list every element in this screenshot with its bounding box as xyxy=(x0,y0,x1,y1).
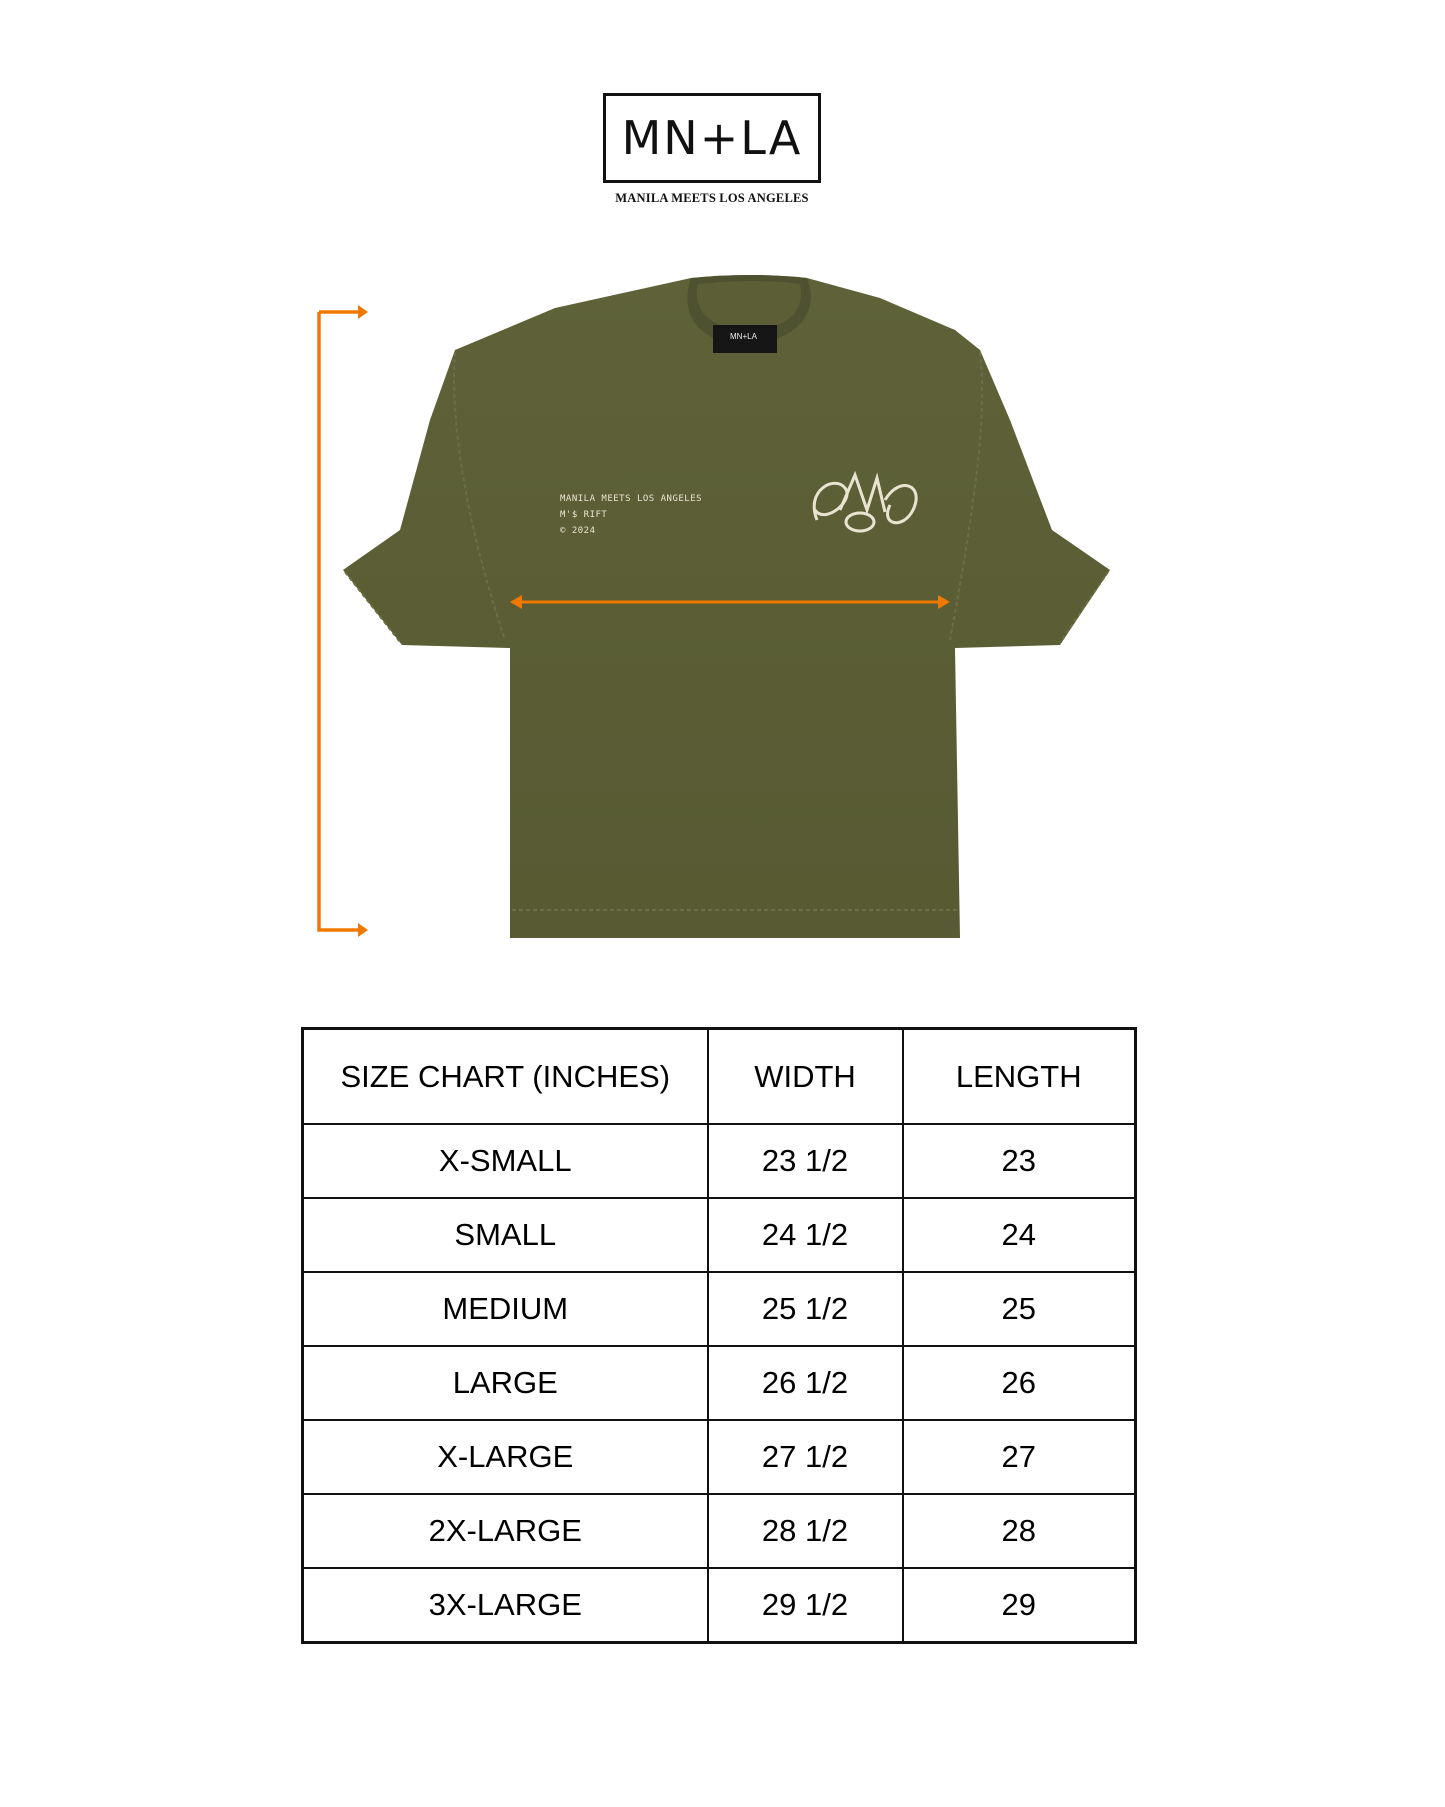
width-cell: 29 1/2 xyxy=(708,1568,903,1643)
tshirt-icon xyxy=(300,270,1130,950)
table-row xyxy=(303,1494,1136,1568)
length-cell: 27 xyxy=(903,1420,1136,1494)
neck-label: MN+LA xyxy=(730,332,757,341)
size-cell: 2X-LARGE xyxy=(303,1494,708,1568)
logo-tagline: MANILA MEETS LOS ANGELES xyxy=(615,191,809,205)
width-cell: 24 1/2 xyxy=(708,1198,903,1272)
length-cell: 29 xyxy=(903,1568,1136,1643)
size-cell: X-LARGE xyxy=(303,1420,708,1494)
length-cell: 25 xyxy=(903,1272,1136,1346)
header-length: LENGTH xyxy=(903,1029,1136,1125)
table-row xyxy=(303,1124,1136,1198)
table-row xyxy=(303,1272,1136,1346)
logo-mark: MN+LA xyxy=(621,111,803,165)
size-cell: 3X-LARGE xyxy=(303,1568,708,1643)
length-cell: 28 xyxy=(903,1494,1136,1568)
table-row xyxy=(303,1420,1136,1494)
header-width: WIDTH xyxy=(708,1029,903,1125)
size-cell: LARGE xyxy=(303,1346,708,1420)
header-size-chart: SIZE CHART (INCHES) xyxy=(303,1029,708,1125)
width-cell: 26 1/2 xyxy=(708,1346,903,1420)
print-line-3: © 2024 xyxy=(560,526,596,536)
table-row xyxy=(303,1568,1136,1643)
print-line-1: MANILA MEETS LOS ANGELES xyxy=(560,494,703,504)
table-row xyxy=(303,1346,1136,1420)
length-cell: 24 xyxy=(903,1198,1136,1272)
width-cell: 25 1/2 xyxy=(708,1272,903,1346)
tshirt-illustration xyxy=(300,270,1130,950)
width-cell: 23 1/2 xyxy=(708,1124,903,1198)
print-line-2: M'$ RIFT xyxy=(560,510,608,520)
width-cell: 28 1/2 xyxy=(708,1494,903,1568)
size-cell: X-SMALL xyxy=(303,1124,708,1198)
size-chart-table xyxy=(301,1027,1137,1644)
length-cell: 23 xyxy=(903,1124,1136,1198)
table-header-row xyxy=(303,1029,1136,1125)
table-row xyxy=(303,1198,1136,1272)
length-cell: 26 xyxy=(903,1346,1136,1420)
size-cell: MEDIUM xyxy=(303,1272,708,1346)
brand-logo xyxy=(603,93,821,183)
size-cell: SMALL xyxy=(303,1198,708,1272)
width-cell: 27 1/2 xyxy=(708,1420,903,1494)
